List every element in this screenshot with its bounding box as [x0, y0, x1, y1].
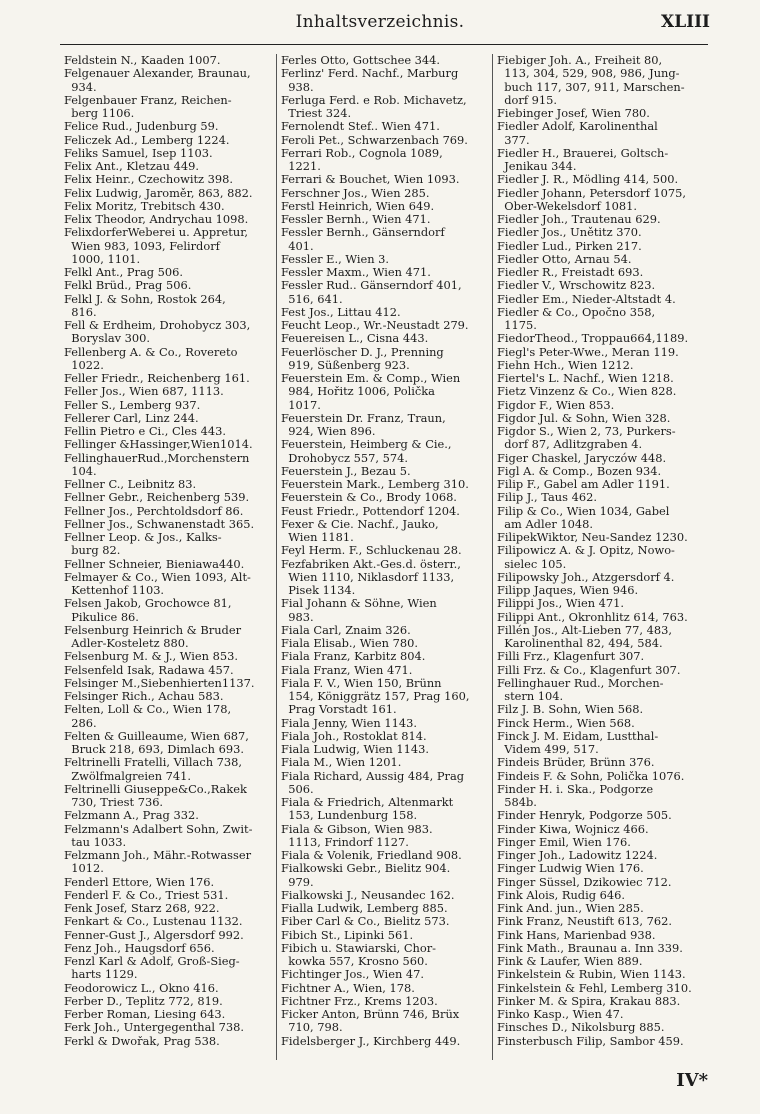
index-entry-line: Adler-Kosteletz 880.	[64, 636, 189, 650]
index-entry-line: Fiegl's Peter-Wwe., Meran 119.	[497, 344, 679, 359]
page-header	[0, 8, 760, 42]
index-entry-line: Ferluga Ferd. e Rob. Michavetz,	[281, 92, 467, 107]
index-entry-line: Fink Franz, Neustift 613, 762.	[497, 914, 672, 929]
index-columns	[60, 54, 708, 1060]
index-entry-line: Feroli Pet., Schwarzenbach 769.	[281, 132, 468, 147]
index-entry-line: 1221.	[281, 159, 321, 173]
index-entry-line: Feller S., Lemberg 937.	[64, 397, 201, 412]
index-entry-line: Fiebiger Joh. A., Freiheit 80,	[497, 54, 663, 67]
index-entry-line: Filip F., Gabel am Adler 1191.	[497, 477, 670, 491]
index-entry-line: Finger Süssel, Dzikowiec 712.	[497, 874, 672, 889]
index-entry-line: Fialkowski Gebr., Bielitz 904.	[281, 861, 451, 876]
index-entry-line: Fialkowski J., Neusandec 162.	[281, 887, 455, 902]
index-entry-line: Feuerstein Em. & Comp., Wien	[281, 371, 461, 385]
index-entry-line: Fialla Ludwik, Lemberg 885.	[281, 901, 448, 915]
index-entry-line: Filip & Co., Wien 1034, Gabel	[497, 503, 670, 518]
index-entry-line: Ferber D., Teplitz 772, 819.	[64, 993, 223, 1008]
running-title: Inhaltsverzeichnis.	[295, 12, 465, 32]
index-entry-line: Felsenburg M. & J., Wien 853.	[64, 649, 238, 664]
index-column-2	[276, 54, 492, 1060]
index-entry-line: Ficker Anton, Brünn 746, Brüx	[281, 1007, 460, 1021]
index-entry-line: Fiedler V., Wrschowitz 823.	[497, 278, 656, 293]
index-entry-line: Feltrinelli Fratelli, Villach 738,	[64, 755, 243, 770]
index-entry-line: Fichtner Frz., Krems 1203.	[281, 993, 438, 1008]
index-entry-line: Fellin Pietro e Ci., Cles 443.	[64, 424, 226, 438]
index-entry-line: Fiedler H., Brauerei, Goltsch-	[497, 145, 669, 160]
index-entry-line: Fiala Elisab., Wien 780.	[281, 636, 418, 650]
index-entry-line: dorf 87, Adlitzgraben 4.	[497, 437, 643, 452]
index-entry-line: Filz J. B. Sohn, Wien 568.	[497, 702, 644, 717]
index-entry-line: Finkelstein & Fehl, Lemberg 310.	[497, 980, 692, 995]
index-entry-line: 919, Süßenberg 923.	[281, 357, 410, 372]
index-entry-line: Ferrari Rob., Cognola 1089,	[281, 145, 443, 160]
index-entry-line: Figdor S., Wien 2, 73, Purkers-	[497, 424, 676, 438]
index-entry-line: Finck Herm., Wien 568.	[497, 715, 635, 730]
index-entry-line: Feller Jos., Wien 687, 1113.	[64, 384, 224, 399]
index-entry-line: Filipowicz A. & J. Opitz, Nowo-	[497, 543, 675, 558]
index-entry-line: Feuerstein J., Bezau 5.	[281, 463, 411, 478]
index-entry-line: Felix Ant., Kletzau 449.	[64, 159, 199, 173]
index-entry-line: Filli Frz., Klagenfurt 307.	[497, 649, 645, 664]
index-entry-line: Karolinenthal 82, 494, 584.	[497, 636, 663, 650]
index-entry-line: Feller Friedr., Reichenberg 161.	[64, 371, 250, 385]
index-entry-line: Fessler Rud.. Gänserndorf 401,	[281, 278, 462, 293]
index-entry-line: Feliks Samuel, Isep 1103.	[64, 145, 213, 160]
index-entry-line: Felkl Brüd., Prag 506.	[64, 278, 192, 293]
index-entry-line: 983.	[281, 609, 314, 624]
index-entry-line: Ferstl Heinrich, Wien 649.	[281, 198, 435, 213]
index-entry-line: Triest 324.	[281, 106, 352, 120]
index-entry-line: Fietz Vinzenz & Co., Wien 828.	[497, 384, 677, 399]
index-column-1	[60, 54, 276, 1060]
index-entry-line: 979.	[281, 874, 314, 889]
index-entry-line: 1012.	[64, 861, 104, 876]
index-entry-line: Fiala Carl, Znaim 326.	[281, 622, 411, 637]
index-entry-line: Fiala & Friedrich, Altenmarkt	[281, 795, 454, 809]
index-entry-line: Ferber Roman, Liesing 643.	[64, 1007, 226, 1021]
index-entry-line: Filippi Ant., Okronhlitz 614, 763.	[497, 609, 688, 624]
index-entry-line: Figer Chaskel, Jaryczów 448.	[497, 450, 667, 465]
index-entry-line: Fiertel's L. Nachf., Wien 1218.	[497, 371, 674, 385]
index-entry-line: Fenk Josef, Starz 268, 922.	[64, 901, 220, 915]
index-entry-line: Fiala Joh., Rostoklat 814.	[281, 728, 427, 743]
index-entry-line: 113, 304, 529, 908, 986, Jung-	[497, 66, 680, 81]
index-entry-line: Feust Friedr., Pottendorf 1204.	[281, 503, 460, 518]
index-entry-line: Fink Alois, Rudig 646.	[497, 887, 625, 902]
index-entry-line: Fenkart & Co., Lustenau 1132.	[64, 914, 243, 929]
index-entry-line: 584b.	[497, 795, 537, 809]
index-entry-line: Felkl Ant., Prag 506.	[64, 265, 184, 279]
index-entry-line: Fessler Bernh., Gänserndorf	[281, 225, 445, 240]
index-entry-line: Felzmann's Adalbert Sohn, Zwit-	[64, 821, 253, 836]
index-entry-line: 516, 641.	[281, 291, 343, 306]
index-entry-line: tau 1033.	[64, 834, 127, 849]
index-entry-line: Fiedler & Co., Opočno 358,	[497, 304, 656, 319]
index-entry-line: Fillén Jos., Alt-Lieben 77, 483,	[497, 622, 672, 637]
index-entry-line: Drohobycz 557, 574.	[281, 450, 408, 465]
index-entry-line: Ferkl & Dwořak, Prag 538.	[64, 1033, 220, 1048]
index-entry-line: Fenner-Gust J., Algersdorf 992.	[64, 927, 244, 942]
index-entry-line: 1000, 1101.	[64, 251, 141, 266]
index-entry-line: Feldstein N., Kaaden 1007.	[64, 54, 221, 67]
index-entry-line: Feltrinelli Giuseppe&Co.,Rakek	[64, 781, 247, 796]
index-entry-line: Feuerstein & Co., Brody 1068.	[281, 490, 457, 505]
index-entry-line: Fiala & Gibson, Wien 983.	[281, 821, 433, 836]
index-entry-line: stern 104.	[497, 689, 564, 703]
index-entry-line: Filli Frz. & Co., Klagenfurt 307.	[497, 662, 681, 677]
index-entry-line: Felice Rud., Judenburg 59.	[64, 119, 219, 134]
index-entry-line: Fiedler Jos., Unětitz 370.	[497, 225, 642, 240]
index-entry-line: Fessler E., Wien 3.	[281, 251, 390, 266]
index-entry-line: Fenzl Karl & Adolf, Groß-Sieg-	[64, 954, 240, 968]
index-entry-line: FellinghauerRud.,Morchenstern	[64, 450, 250, 465]
index-entry-line: 934.	[64, 79, 97, 94]
index-entry-line: Fexer & Cie. Nachf., Jauko,	[281, 516, 439, 531]
index-entry-line: Filipp Jaques, Wien 946.	[497, 583, 639, 597]
index-entry-line: Fellner Schneier, Bieniawa440.	[64, 556, 245, 571]
index-entry-line: Fellenberg A. & Co., Rovereto	[64, 344, 238, 359]
index-entry-line: buch 117, 307, 911, Marschen-	[497, 79, 685, 94]
index-entry-line: Felix Theodor, Andrychau 1098.	[64, 212, 249, 226]
header-rule	[60, 44, 708, 45]
index-entry-line: Finder Kiwa, Wojnicz 466.	[497, 821, 649, 836]
index-entry-line: Finder H. i. Ska., Podgorze	[497, 781, 654, 796]
index-entry-line: Finkelstein & Rubin, Wien 1143.	[497, 967, 686, 982]
index-entry-line: Filipowsky Joh., Atzgersdorf 4.	[497, 569, 675, 584]
index-entry-line: kowka 557, Krosno 560.	[281, 954, 428, 968]
index-entry-line: Fernolendt Stef.. Wien 471.	[281, 119, 440, 134]
index-entry-line: Fiedler Joh., Trautenau 629.	[497, 212, 661, 226]
index-entry-line: Finger Emil, Wien 176.	[497, 834, 631, 849]
index-entry-line: Boryslav 300.	[64, 331, 151, 346]
index-entry-line: Feodorowicz L., Okno 416.	[64, 980, 219, 995]
index-entry-line: Jenikau 344.	[497, 159, 577, 173]
index-entry-line: Felten, Loll & Co., Wien 178,	[64, 702, 232, 717]
index-entry-line: 710, 798.	[281, 1020, 343, 1035]
index-entry-line: 924, Wien 896.	[281, 424, 376, 438]
index-entry-line: FilipekWiktor, Neu-Sandez 1230.	[497, 530, 688, 544]
index-entry-line: Fink And. jun., Wien 285.	[497, 901, 644, 915]
index-entry-line: 286.	[64, 715, 97, 730]
index-entry-line: Felzmann Joh., Mähr.-Rotwasser	[64, 848, 252, 862]
index-entry-line: Felgenbauer Franz, Reichen-	[64, 92, 232, 107]
index-entry-line: Fiala Richard, Aussig 484, Prag	[281, 768, 465, 783]
index-entry-line: 153, Lundenburg 158.	[281, 808, 418, 823]
index-entry-line: Felten & Guilleaume, Wien 687,	[64, 728, 249, 743]
index-entry-line: Finker M. & Spira, Krakau 883.	[497, 993, 681, 1008]
index-entry-line: Findeis F. & Sohn, Polička 1076.	[497, 768, 685, 783]
index-entry-line: Finsches D., Nikolsburg 885.	[497, 1020, 665, 1035]
index-entry-line: Fellner Jos., Schwanenstadt 365.	[64, 516, 255, 531]
index-entry-line: Feyl Herm. F., Schluckenau 28.	[281, 543, 462, 558]
index-entry-line: Fichtinger Jos., Wien 47.	[281, 967, 425, 982]
index-entry-line: Fessler Bernh., Wien 471.	[281, 212, 431, 226]
index-entry-line: FiedorTheod., Troppau664,1189.	[497, 331, 689, 346]
index-entry-line: 1017.	[281, 397, 321, 412]
index-entry-line: Fenderl Ettore, Wien 176.	[64, 874, 215, 889]
index-entry-line: Finsterbusch Filip, Sambor 459.	[497, 1033, 684, 1048]
index-entry-line: Felmayer & Co., Wien 1093, Alt-	[64, 569, 251, 584]
index-entry-line: Feliczek Ad., Lemberg 1224.	[64, 132, 230, 147]
index-entry-line: Fink Math., Braunau a. Inn 339.	[497, 940, 683, 955]
index-entry-line: Fenderl F. & Co., Triest 531.	[64, 887, 229, 902]
index-entry-line: harts 1129.	[64, 967, 138, 982]
index-entry-line: 730, Triest 736.	[64, 795, 164, 809]
index-entry-line: Feucht Leop., Wr.-Neustadt 279.	[281, 318, 469, 332]
index-entry-line: Ferrari & Bouchet, Wien 1093.	[281, 172, 460, 187]
index-entry-line: Fellinger &Hassinger,Wien1014.	[64, 437, 253, 452]
index-entry-line: burg 82.	[64, 543, 121, 558]
index-entry-line: Fellner Jos., Perchtoldsdorf 86.	[64, 503, 244, 518]
index-entry-line: Feuerlöscher D. J., Prenning	[281, 344, 444, 359]
index-entry-line: Fidelsberger J., Kirchberg 449.	[281, 1033, 461, 1048]
index-entry-line: Finger Joh., Ladowitz 1224.	[497, 848, 658, 862]
sheet-signature: IV*	[676, 1070, 708, 1091]
index-entry-line: 154, Königgrätz 157, Prag 160,	[281, 689, 470, 703]
index-entry-line: Ferles Otto, Gottschee 344.	[281, 54, 441, 67]
index-entry-line: Fibich u. Stawiarski, Chor-	[281, 940, 437, 955]
index-entry-line: Fezfabriken Akt.-Ges.d. österr.,	[281, 556, 461, 571]
index-entry-line: Pisek 1134.	[281, 583, 356, 597]
index-entry-line: Zwölfmalgreien 741.	[64, 768, 192, 783]
index-entry-line: Fink & Laufer, Wien 889.	[497, 954, 643, 968]
index-entry-line: 377.	[497, 132, 530, 147]
index-entry-line: Fiala M., Wien 1201.	[281, 755, 402, 770]
index-entry-line: Fiber Carl & Co., Bielitz 573.	[281, 914, 450, 929]
index-entry-line: Pikulice 86.	[64, 609, 139, 624]
index-entry-line: 816.	[64, 304, 97, 319]
index-entry-line: Fenz Joh., Haugsdorf 656.	[64, 940, 215, 955]
index-entry-line: Findeis Brüder, Brünn 376.	[497, 755, 655, 770]
index-entry-line: Fiedler Lud., Pirken 217.	[497, 238, 642, 253]
index-entry-line: Fiedler R., Freistadt 693.	[497, 265, 644, 279]
index-entry-line: Fibich St., Lipinki 561.	[281, 927, 414, 942]
index-entry-line: Wien 1110, Niklasdorf 1133,	[281, 569, 455, 584]
index-entry-line: Fiala F. V., Wien 150, Brünn	[281, 675, 442, 690]
index-entry-line: Finder Henryk, Podgorze 505.	[497, 808, 672, 823]
index-entry-line: Fichtner A., Wien, 178.	[281, 980, 415, 995]
index-entry-line: Fiala Franz, Wien 471.	[281, 662, 413, 677]
index-entry-line: Filippi Jos., Wien 471.	[497, 596, 625, 611]
index-entry-line: Feuerstein Dr. Franz, Traun,	[281, 410, 446, 425]
index-entry-line: Felsenburg Heinrich & Bruder	[64, 622, 242, 637]
index-entry-line: Fiala & Volenik, Friedland 908.	[281, 848, 462, 862]
index-entry-line: Felkl J. & Sohn, Rostok 264,	[64, 291, 226, 306]
index-entry-line: 1175.	[497, 318, 537, 332]
index-entry-line: dorf 915.	[497, 92, 558, 107]
index-entry-line: Fest Jos., Littau 412.	[281, 304, 401, 319]
index-entry-line: Fiedler Johann, Petersdorf 1075,	[497, 185, 687, 200]
index-entry-line: Fiala Franz, Karbitz 804.	[281, 649, 426, 664]
index-entry-line: 984, Hořitz 1006, Polička	[281, 384, 435, 399]
index-entry-line: Felgenauer Alexander, Braunau,	[64, 66, 251, 81]
index-entry-line: Fellner C., Leibnitz 83.	[64, 477, 197, 491]
index-entry-line: Felsenfeld Isak, Radawa 457.	[64, 662, 234, 677]
index-entry-line: Felix Moritz, Trebitsch 430.	[64, 198, 225, 213]
index-entry-line: Finko Kasp., Wien 47.	[497, 1007, 624, 1021]
index-entry-line: Fellner Leop. & Jos., Kalks-	[64, 530, 222, 544]
index-entry-line: Fellerer Carl, Linz 244.	[64, 410, 199, 425]
index-entry-line: Fiebinger Josef, Wien 780.	[497, 106, 650, 120]
index-entry-line: Fial Johann & Söhne, Wien	[281, 596, 437, 611]
index-entry-line: Prag Vorstadt 161.	[281, 702, 397, 717]
index-entry-line: Ober-Wekelsdorf 1081.	[497, 198, 637, 213]
index-entry-line: Feuerstein Mark., Lemberg 310.	[281, 477, 469, 491]
index-entry-line: Felsen Jakob, Grochowce 81,	[64, 596, 232, 611]
index-entry-line: Fiedler J. R., Mödling 414, 500.	[497, 172, 679, 187]
index-entry-line: FelixdorferWeberei u. Appretur,	[64, 225, 249, 240]
index-entry-line: berg 1106.	[64, 106, 135, 120]
index-entry-line: 1022.	[64, 357, 104, 372]
index-entry-line: am Adler 1048.	[497, 516, 594, 531]
index-entry-line: Figl A. & Comp., Bozen 934.	[497, 463, 662, 478]
index-entry-line: Ferk Joh., Untergegenthal 738.	[64, 1020, 245, 1035]
index-entry-line: Fellner Gebr., Reichenberg 539.	[64, 490, 250, 505]
index-entry-line: 1113, Frindorf 1127.	[281, 834, 409, 849]
index-entry-line: Feuerstein, Heimberg & Cie.,	[281, 437, 452, 452]
index-entry-line: 104.	[64, 463, 97, 478]
index-entry-line: Felsinger M.,Siebenhierten1137.	[64, 675, 255, 690]
index-entry-line: Feuereisen L., Cisna 443.	[281, 331, 429, 346]
index-entry-line: 938.	[281, 79, 314, 94]
index-entry-line: Fiala Ludwig, Wien 1143.	[281, 742, 429, 756]
index-entry-line: Felsinger Rich., Achau 583.	[64, 689, 224, 703]
index-entry-line: Finger Ludwig Wien 176.	[497, 861, 644, 876]
index-entry-line: 401.	[281, 238, 314, 253]
index-entry-line: Wien 983, 1093, Felirdorf	[64, 238, 220, 253]
index-entry-line: Felix Heinr., Czechowitz 398.	[64, 172, 234, 187]
index-entry-line: Videm 499, 517.	[497, 742, 599, 756]
index-entry-line: Fiedler Em., Nieder-Altstadt 4.	[497, 291, 676, 306]
index-entry-line: Kettenhof 1103.	[64, 583, 165, 597]
index-entry-line: Ferschner Jos., Wien 285.	[281, 185, 430, 200]
index-entry-line: Fiedler Otto, Arnau 54.	[497, 251, 632, 266]
index-entry-line: Fiedler Adolf, Karolinenthal	[497, 119, 658, 134]
index-entry-line: Ferlinz' Ferd. Nachf., Marburg	[281, 66, 459, 81]
index-entry-line: Felix Ludwig, Jaroměr, 863, 882.	[64, 185, 253, 200]
index-entry-line: Fessler Maxm., Wien 471.	[281, 265, 431, 279]
page-number: XLIII	[661, 12, 710, 32]
index-entry-line: sielec 105.	[497, 556, 567, 571]
index-entry-line: Figdor Jul. & Sohn, Wien 328.	[497, 410, 671, 425]
index-entry-line: Felzmann A., Prag 332.	[64, 808, 199, 823]
index-entry-line: 506.	[281, 781, 314, 796]
index-column-3	[492, 54, 708, 1060]
index-entry-line: Bruck 218, 693, Dimlach 693.	[64, 742, 244, 756]
index-entry-line: Fellinghauer Rud., Morchen-	[497, 675, 664, 690]
index-entry-line: Fiala Jenny, Wien 1143.	[281, 715, 417, 730]
index-entry-line: Fiehn Hch., Wien 1212.	[497, 357, 634, 372]
index-entry-line: Fink Hans, Marienbad 938.	[497, 927, 656, 942]
index-entry-line: Filip J., Taus 462.	[497, 490, 597, 505]
index-entry-line: Finck J. M. Eidam, Lustthal-	[497, 728, 659, 743]
index-entry-line: Wien 1181.	[281, 530, 354, 544]
index-entry-line: Fell & Erdheim, Drohobycz 303,	[64, 318, 251, 332]
index-entry-line: Figdor F., Wien 853.	[497, 397, 615, 412]
